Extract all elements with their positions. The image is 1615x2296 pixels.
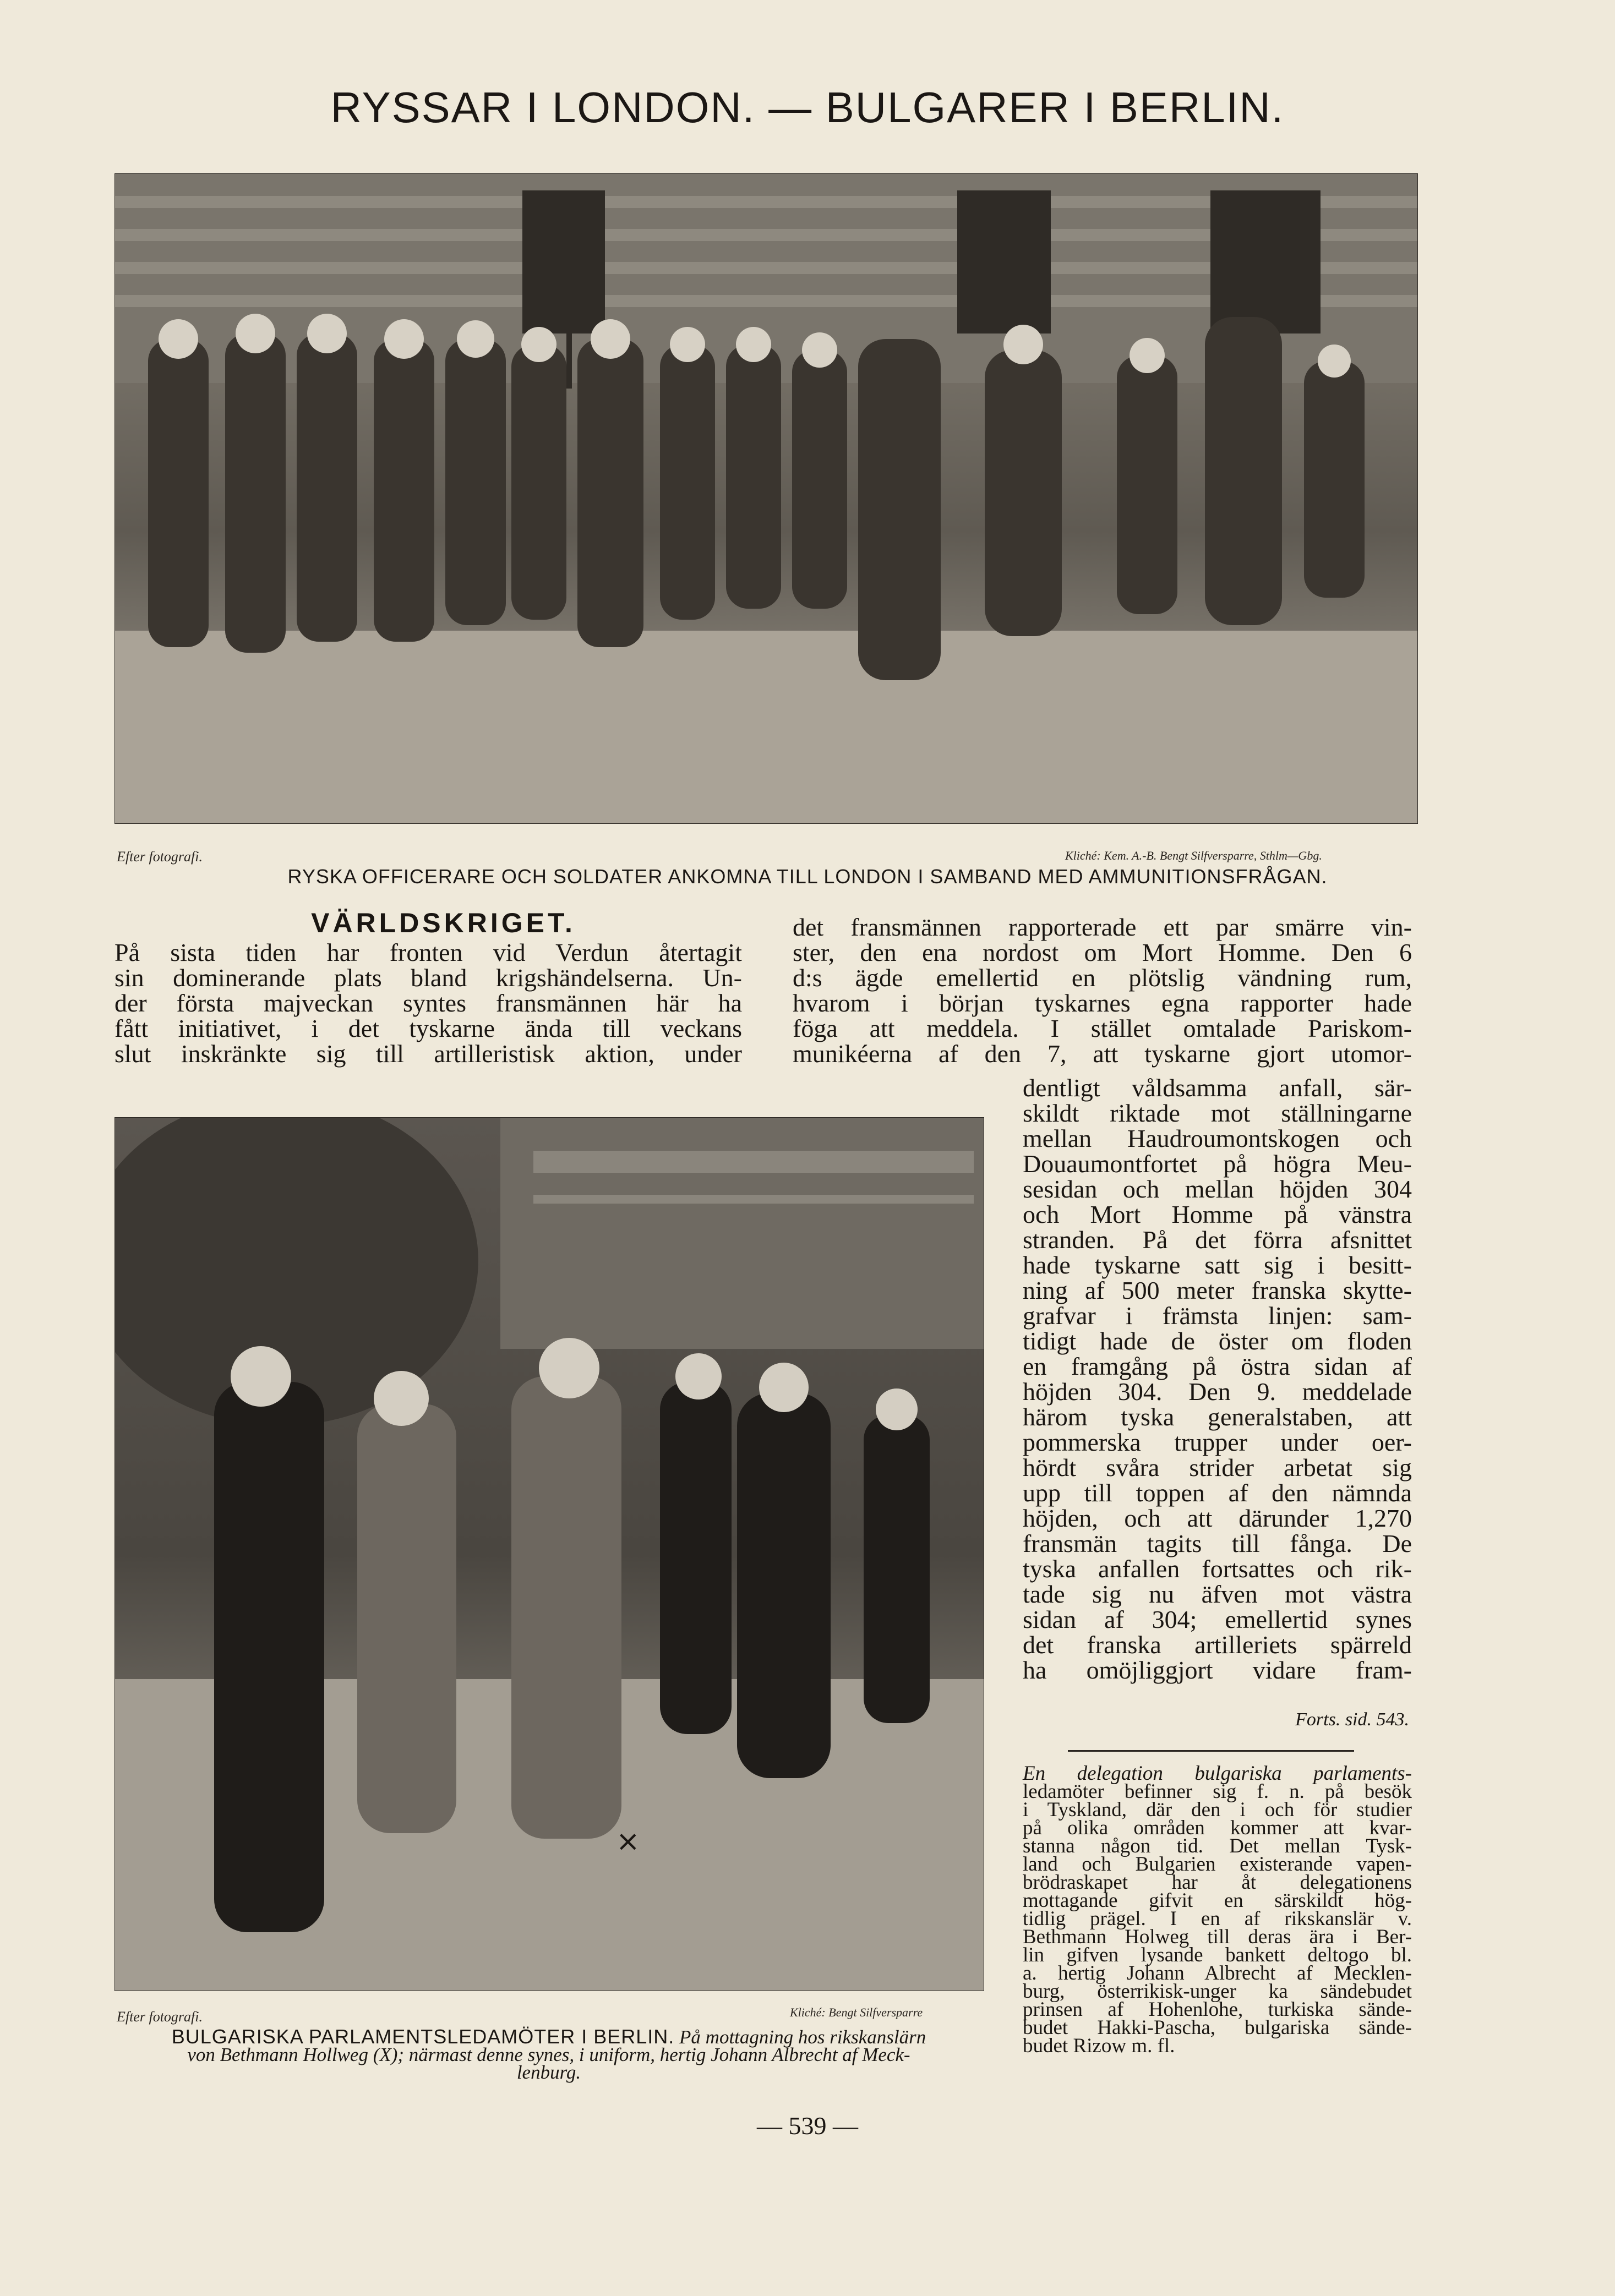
article-line: härom tyska generalstaben, att [1023, 1403, 1412, 1431]
article-line: ning af 500 meter franska skytte- [1023, 1276, 1412, 1304]
article-line: fått initiativet, i det tyskarne ända till veckans [114, 1014, 742, 1042]
caption-heading: BULGARISKA PARLAMENTSLEDAMÖTER I BERLIN. [171, 2025, 675, 2048]
sidebar-notice [1023, 1764, 1412, 2055]
caption-text: lenburg. [516, 2062, 581, 2083]
sidebar-line: a. hertig Johann Albrecht af Mecklen- [1023, 1962, 1412, 1985]
photo-caption-bottom [114, 2025, 983, 2083]
article-line: en framgång på östra sidan af [1023, 1352, 1412, 1380]
article-line: der första majveckan syntes fransmännen här ha [114, 989, 742, 1017]
article-line: hvarom i början tyskarnes egna rapporter hade [793, 989, 1412, 1017]
page-number: — 539 — [757, 2112, 858, 2140]
caption-text: von Bethmann Hollweg (X); närmast denne synes, i uniform, hertig Johann Albrecht af Meck- [187, 2044, 910, 2065]
article-line: upp till toppen af den nämnda [1023, 1479, 1412, 1507]
sidebar-line: Bethmann Holweg till deras ära i Ber- [1023, 1926, 1412, 1948]
article-line: skildt riktade mot ställningarne [1023, 1099, 1412, 1127]
cross-mark: × [616, 1825, 640, 1858]
sidebar-line: burg, österrikisk-unger ka sändebudet [1023, 1980, 1412, 2003]
article-line: hördt svåra strider arbetat sig [1023, 1453, 1412, 1482]
sidebar-line: mottagande gifvit en särskildt hög- [1023, 1889, 1412, 1912]
article-line: sin dominerande plats bland krigshändelserna. Un- [114, 964, 742, 992]
photo-credit-top-right: Kliché: Kem. A.-B. Bengt Silfversparre, Sthlm—Gbg. [1065, 849, 1322, 862]
article-line: mellan Haudroumontskogen och [1023, 1124, 1412, 1152]
article-line: höjden 304. Den 9. meddelade [1023, 1377, 1412, 1406]
photo-russian-soldiers-illustration [115, 174, 1417, 823]
sidebar-line: på olika områden kommer att kvar- [1023, 1817, 1412, 1839]
article-line: det franska artilleriets spärreld [1023, 1631, 1412, 1659]
article-line: slut inskränkte sig till artilleristisk aktion, under [114, 1040, 742, 1068]
photo-credit-bottom-right: Kliché: Bengt Silfversparre [790, 2005, 923, 2019]
article-line: sesidan och mellan höjden 304 [1023, 1175, 1412, 1203]
sidebar-line: land och Bulgarien existerande vapen- [1023, 1853, 1412, 1876]
article-line: pommerska trupper under oer- [1023, 1428, 1412, 1456]
article-line: d:s ägde emellertid en plötslig vändning rum, [793, 964, 1412, 992]
photo-bulgarian-delegation [114, 1117, 984, 1991]
sidebar-line: tidlig prägel. I en af rikskanslär v. [1023, 1907, 1412, 1930]
article-line: tidigt hade de öster om floden [1023, 1327, 1412, 1355]
sidebar-line: budet Hakki-Pascha, bulgariska sände- [1023, 2016, 1412, 2039]
photo-bulgarian-delegation-illustration [115, 1118, 984, 1991]
article-line: det fransmännen rapporterade ett par smärre vin- [793, 913, 1412, 941]
article-line: ha omöjliggjort vidare fram- [1023, 1656, 1412, 1684]
article-line: tade sig nu äfven mot västra [1023, 1580, 1412, 1608]
sidebar-line: lin gifven lysande bankett deltogo bl. [1023, 1944, 1412, 1966]
photo-caption-top: RYSKA OFFICERARE OCH SOLDATER ANKOMNA TILL LONDON I SAMBAND MED AMMUNITIONSFRÅGAN. [287, 865, 1328, 888]
sidebar-line: stanna någon tid. Det mellan Tysk- [1023, 1835, 1412, 1857]
article-line: tyska anfallen fortsattes och rik- [1023, 1555, 1412, 1583]
article-line: På sista tiden har fronten vid Verdun återtagit [114, 938, 742, 966]
photo-credit-top-left: Efter fotografi. [117, 849, 203, 865]
article-narrow-column [1023, 1075, 1412, 1683]
article-line: dentligt våldsamma anfall, sär- [1023, 1074, 1412, 1102]
sidebar-line: prinsen af Hohenlohe, turkiska sände- [1023, 1998, 1412, 2021]
sidebar-line: budet Rizow m. fl. [1023, 2035, 1175, 2057]
sidebar-line: En delegation bulgariska parlaments- [1023, 1762, 1412, 1785]
sidebar-line: i Tyskland, där den i och för studier [1023, 1798, 1412, 1821]
photo-russian-soldiers [114, 173, 1418, 824]
article-line: ster, den ena nordost om Mort Homme. Den 6 [793, 938, 1412, 966]
divider-rule [1068, 1750, 1354, 1752]
article-line: föga att meddela. I stället omtalade Pariskom- [793, 1014, 1412, 1042]
article-line: hade tyskarne satt sig i besitt- [1023, 1251, 1412, 1279]
article-line: grafvar i främsta linjen: sam- [1023, 1302, 1412, 1330]
sidebar-line: ledamöter befinner sig f. n. på besök [1023, 1780, 1412, 1803]
caption-text: På mottagning hos rikskanslärn [679, 2026, 926, 2048]
continuation-note: Forts. sid. 543. [1295, 1709, 1409, 1730]
article-right-column [793, 915, 1412, 1067]
sidebar-line: brödraskapet har åt delegationens [1023, 1871, 1412, 1894]
article-line: och Mort Homme på vänstra [1023, 1200, 1412, 1228]
article-heading: VÄRLDSKRIGET. [311, 908, 576, 938]
photo-credit-bottom-left: Efter fotografi. [117, 2009, 203, 2025]
article-line: munikéerna af den 7, att tyskarne gjort utomor- [793, 1040, 1412, 1068]
article-line: stranden. På det förra afsnittet [1023, 1226, 1412, 1254]
article-line: sidan af 304; emellertid synes [1023, 1605, 1412, 1633]
article-line: Douaumontfortet på högra Meu- [1023, 1150, 1412, 1178]
article-line: höjden, och att därunder 1,270 [1023, 1504, 1412, 1532]
article-line: fransmän tagits till fånga. De [1023, 1529, 1412, 1557]
page-title: RYSSAR I LONDON. — BULGARER I BERLIN. [330, 83, 1285, 132]
article-left-column [114, 940, 742, 1067]
